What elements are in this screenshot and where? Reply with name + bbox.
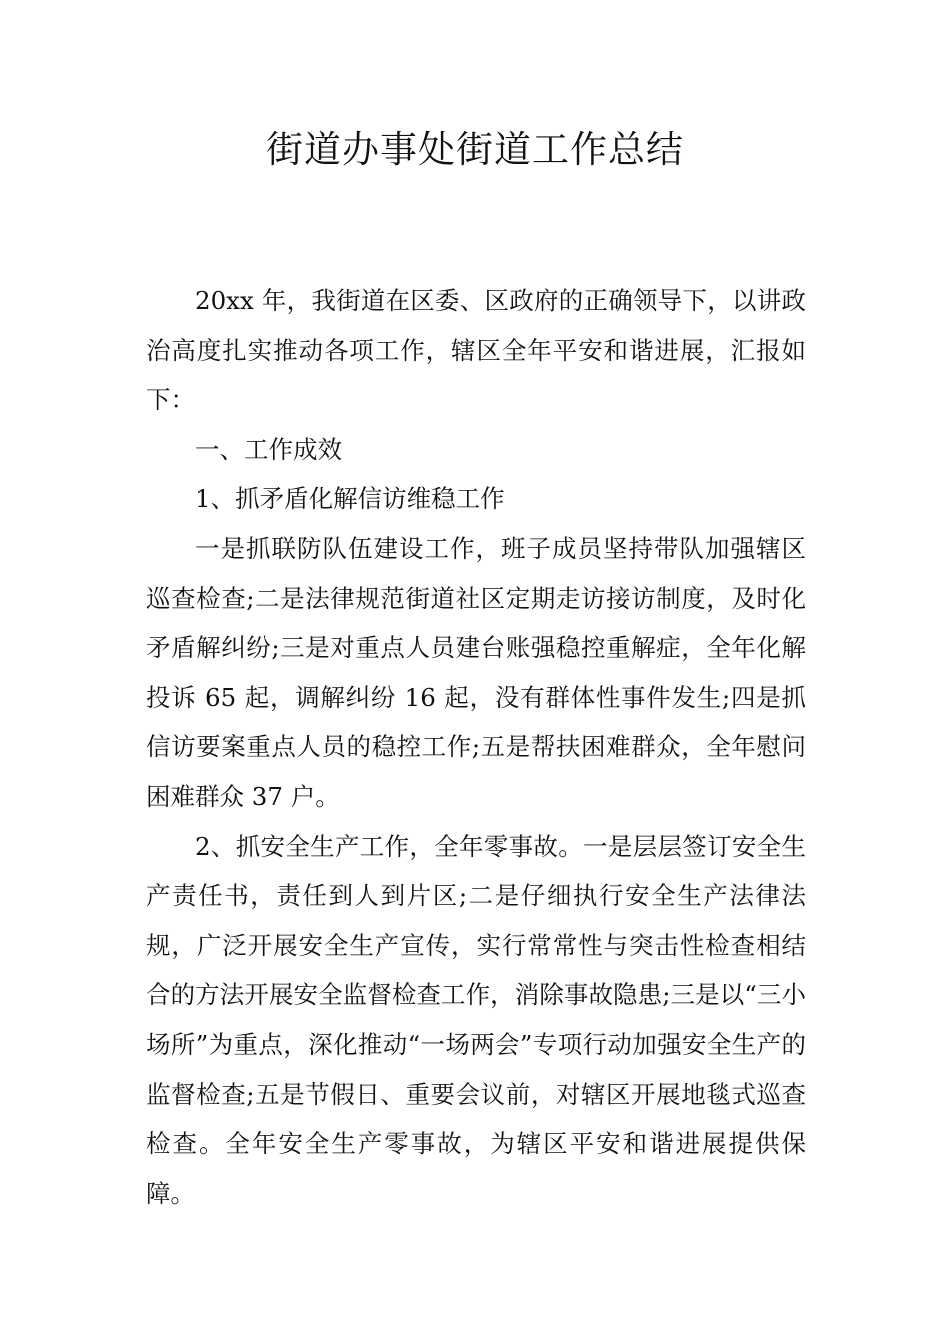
- document-body: [146, 276, 806, 1218]
- safety-paragraph: 2、抓安全生产工作，全年零事故。一是层层签订安全生产责任书，责任到人到片区;二是仔细执行安全生产法律法规，广泛开展安全生产宣传，实行常常性与突击性检查相结合的方法开展安全监督检查工作，消除事故隐患;三是以“三小场所”为重点，深化推动“一场两会”专项行动加强安全生产的监督检查;五是节假日、重要会议前，对辖区开展地毯式巡查检查。全年安全生产零事故，为辖区平安和谐进展提供保障。: [146, 831, 806, 1208]
- document-title: 街道办事处街道工作总结: [266, 128, 684, 171]
- stability-paragraph: 一是抓联防队伍建设工作，班子成员坚持带队加强辖区巡查检查;二是法律规范街道社区定期走访接访制度，及时化矛盾解纠纷;三是对重点人员建台账强稳控重解症，全年化解投诉 65 起，调解纠纷 16 起，没有群体性事件发生;四是抓信访要案重点人员的稳控工作;五是帮扶困难群众，全年慰问困难群众 37 户。: [146, 533, 806, 811]
- section-heading-achievements: 一、工作成效: [195, 434, 342, 464]
- intro-paragraph: 20xx 年，我街道在区委、区政府的正确领导下，以讲政治高度扎实推动各项工作，辖区全年平安和谐进展，汇报如下：: [146, 286, 806, 415]
- subsection-heading-stability: 1、抓矛盾化解信访维稳工作: [195, 484, 505, 514]
